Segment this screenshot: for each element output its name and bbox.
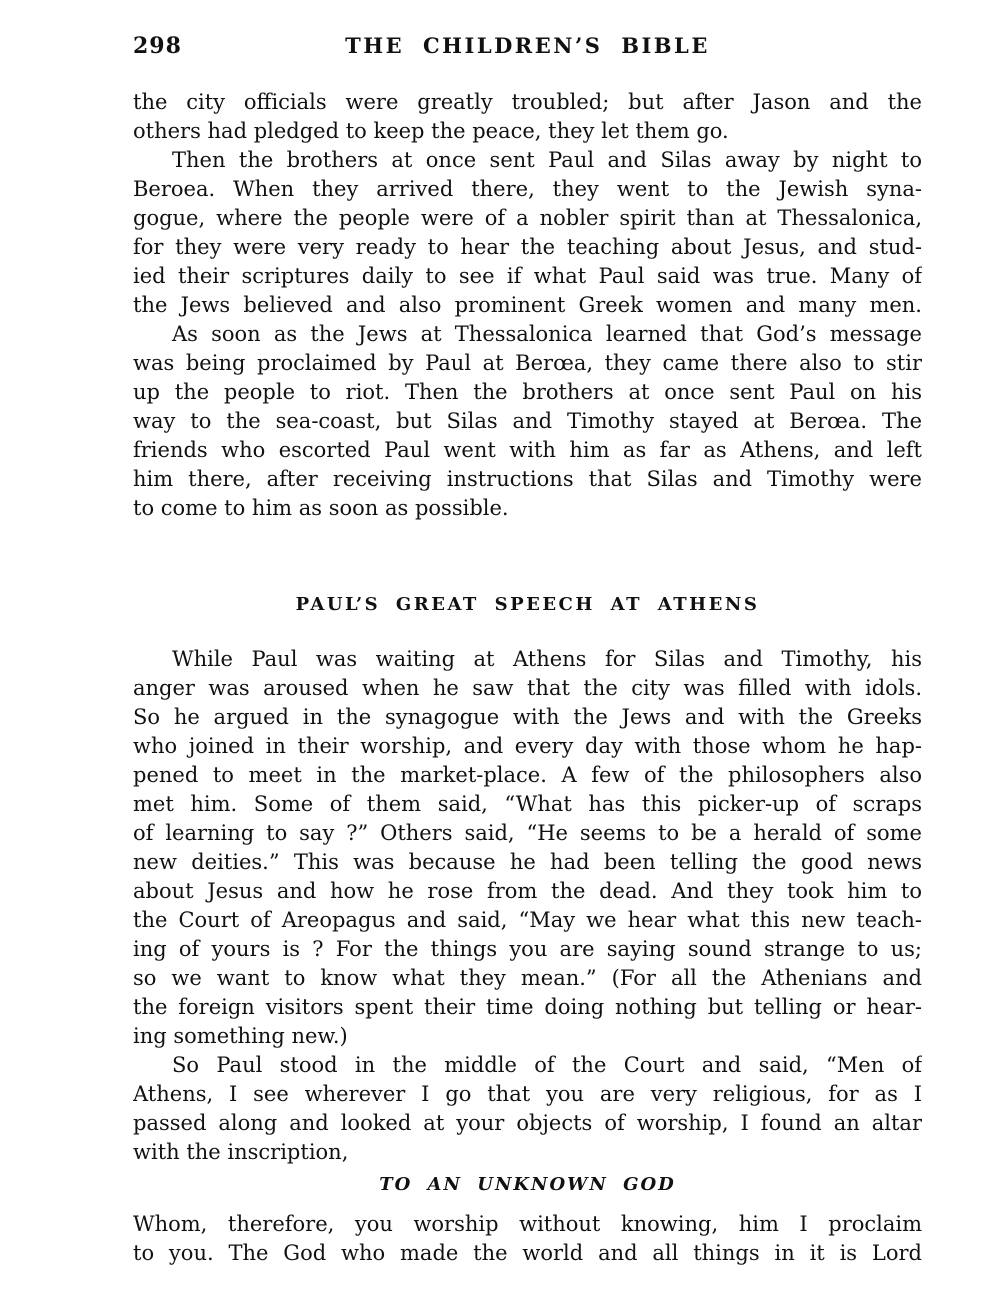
- text-line: the city officials were greatly troubled; but after Jason and the: [133, 90, 922, 114]
- text-line: the Court of Areopagus and said, “May we hear what this new teach-: [133, 908, 922, 932]
- page-number: 298: [133, 33, 182, 59]
- text-line: to you. The God who made the world and all things in it is Lord: [133, 1241, 922, 1265]
- paragraph: [133, 645, 922, 1051]
- page-body: [133, 88, 922, 1268]
- text-line: So Paul stood in the middle of the Court and said, “Men of: [172, 1053, 922, 1077]
- paragraph: [133, 88, 922, 146]
- text-line: so we want to know what they mean.” (For all the Athenians and: [133, 966, 922, 990]
- text-line: up the people to riot. Then the brothers at once sent Paul on his: [133, 380, 922, 404]
- text-line: the Jews believed and also prominent Greek women and many men.: [133, 293, 922, 317]
- text-line: way to the sea-coast, but Silas and Timothy stayed at Berœa. The: [133, 409, 922, 433]
- paragraph: [133, 146, 922, 320]
- text-line: So he argued in the synagogue with the Jews and with the Greeks: [133, 705, 922, 729]
- text-line: him there, after receiving instructions that Silas and Timothy were: [133, 467, 922, 491]
- text-line: met him. Some of them said, “What has this picker-up of scraps: [133, 792, 922, 816]
- paragraph: [133, 1051, 922, 1167]
- text-line: gogue, where the people were of a nobler spirit than at Thessalonica,: [133, 206, 922, 230]
- text-line: ing something new.): [133, 1024, 348, 1048]
- paragraph: [133, 320, 922, 523]
- text-line: new deities.” This was because he had been telling the good news: [133, 850, 922, 874]
- text-line: passed along and looked at your objects of worship, I found an altar: [133, 1111, 922, 1135]
- paragraph: [133, 1210, 922, 1268]
- text-line: with the inscription,: [133, 1140, 349, 1164]
- text-line: As soon as the Jews at Thessalonica learned that God’s message: [172, 322, 922, 346]
- text-line: of learning to say ?” Others said, “He seems to be a herald of some: [133, 821, 922, 845]
- text-line: Whom, therefore, you worship without knowing, him I proclaim: [133, 1212, 922, 1236]
- text-line: ing of yours is ? For the things you are saying sound strange to us;: [133, 937, 922, 961]
- running-header: [133, 33, 922, 62]
- text-line: pened to meet in the market-place. A few of the philosophers also: [133, 763, 922, 787]
- text-line: who joined in their worship, and every day with those whom he hap-: [133, 734, 922, 758]
- text-line: to come to him as soon as possible.: [133, 496, 509, 520]
- text-line: ied their scriptures daily to see if what Paul said was true. Many of: [133, 264, 922, 288]
- text-line: friends who escorted Paul went with him as far as Athens, and left: [133, 438, 922, 462]
- text-line: anger was aroused when he saw that the city was filled with idols.: [133, 676, 922, 700]
- text-line: Then the brothers at once sent Paul and Silas away by night to: [172, 148, 922, 172]
- running-title: THE CHILDREN’S BIBLE: [345, 33, 710, 58]
- section-heading: PAUL’S GREAT SPEECH AT ATHENS: [295, 594, 760, 615]
- text-line: While Paul was waiting at Athens for Silas and Timothy, his: [172, 647, 922, 671]
- text-line: the foreign visitors spent their time doing nothing but telling or hear-: [133, 995, 922, 1019]
- text-line: for they were very ready to hear the teaching about Jesus, and stud-: [133, 235, 922, 259]
- text-line: was being proclaimed by Paul at Berœa, they came there also to stir: [133, 351, 922, 375]
- text-line: Beroea. When they arrived there, they went to the Jewish syna-: [133, 177, 922, 201]
- text-line: about Jesus and how he rose from the dead. And they took him to: [133, 879, 922, 903]
- text-line: others had pledged to keep the peace, they let them go.: [133, 119, 729, 143]
- altar-inscription: TO AN UNKNOWN GOD: [379, 1174, 676, 1195]
- text-line: Athens, I see wherever I go that you are very religious, for as I: [133, 1082, 922, 1106]
